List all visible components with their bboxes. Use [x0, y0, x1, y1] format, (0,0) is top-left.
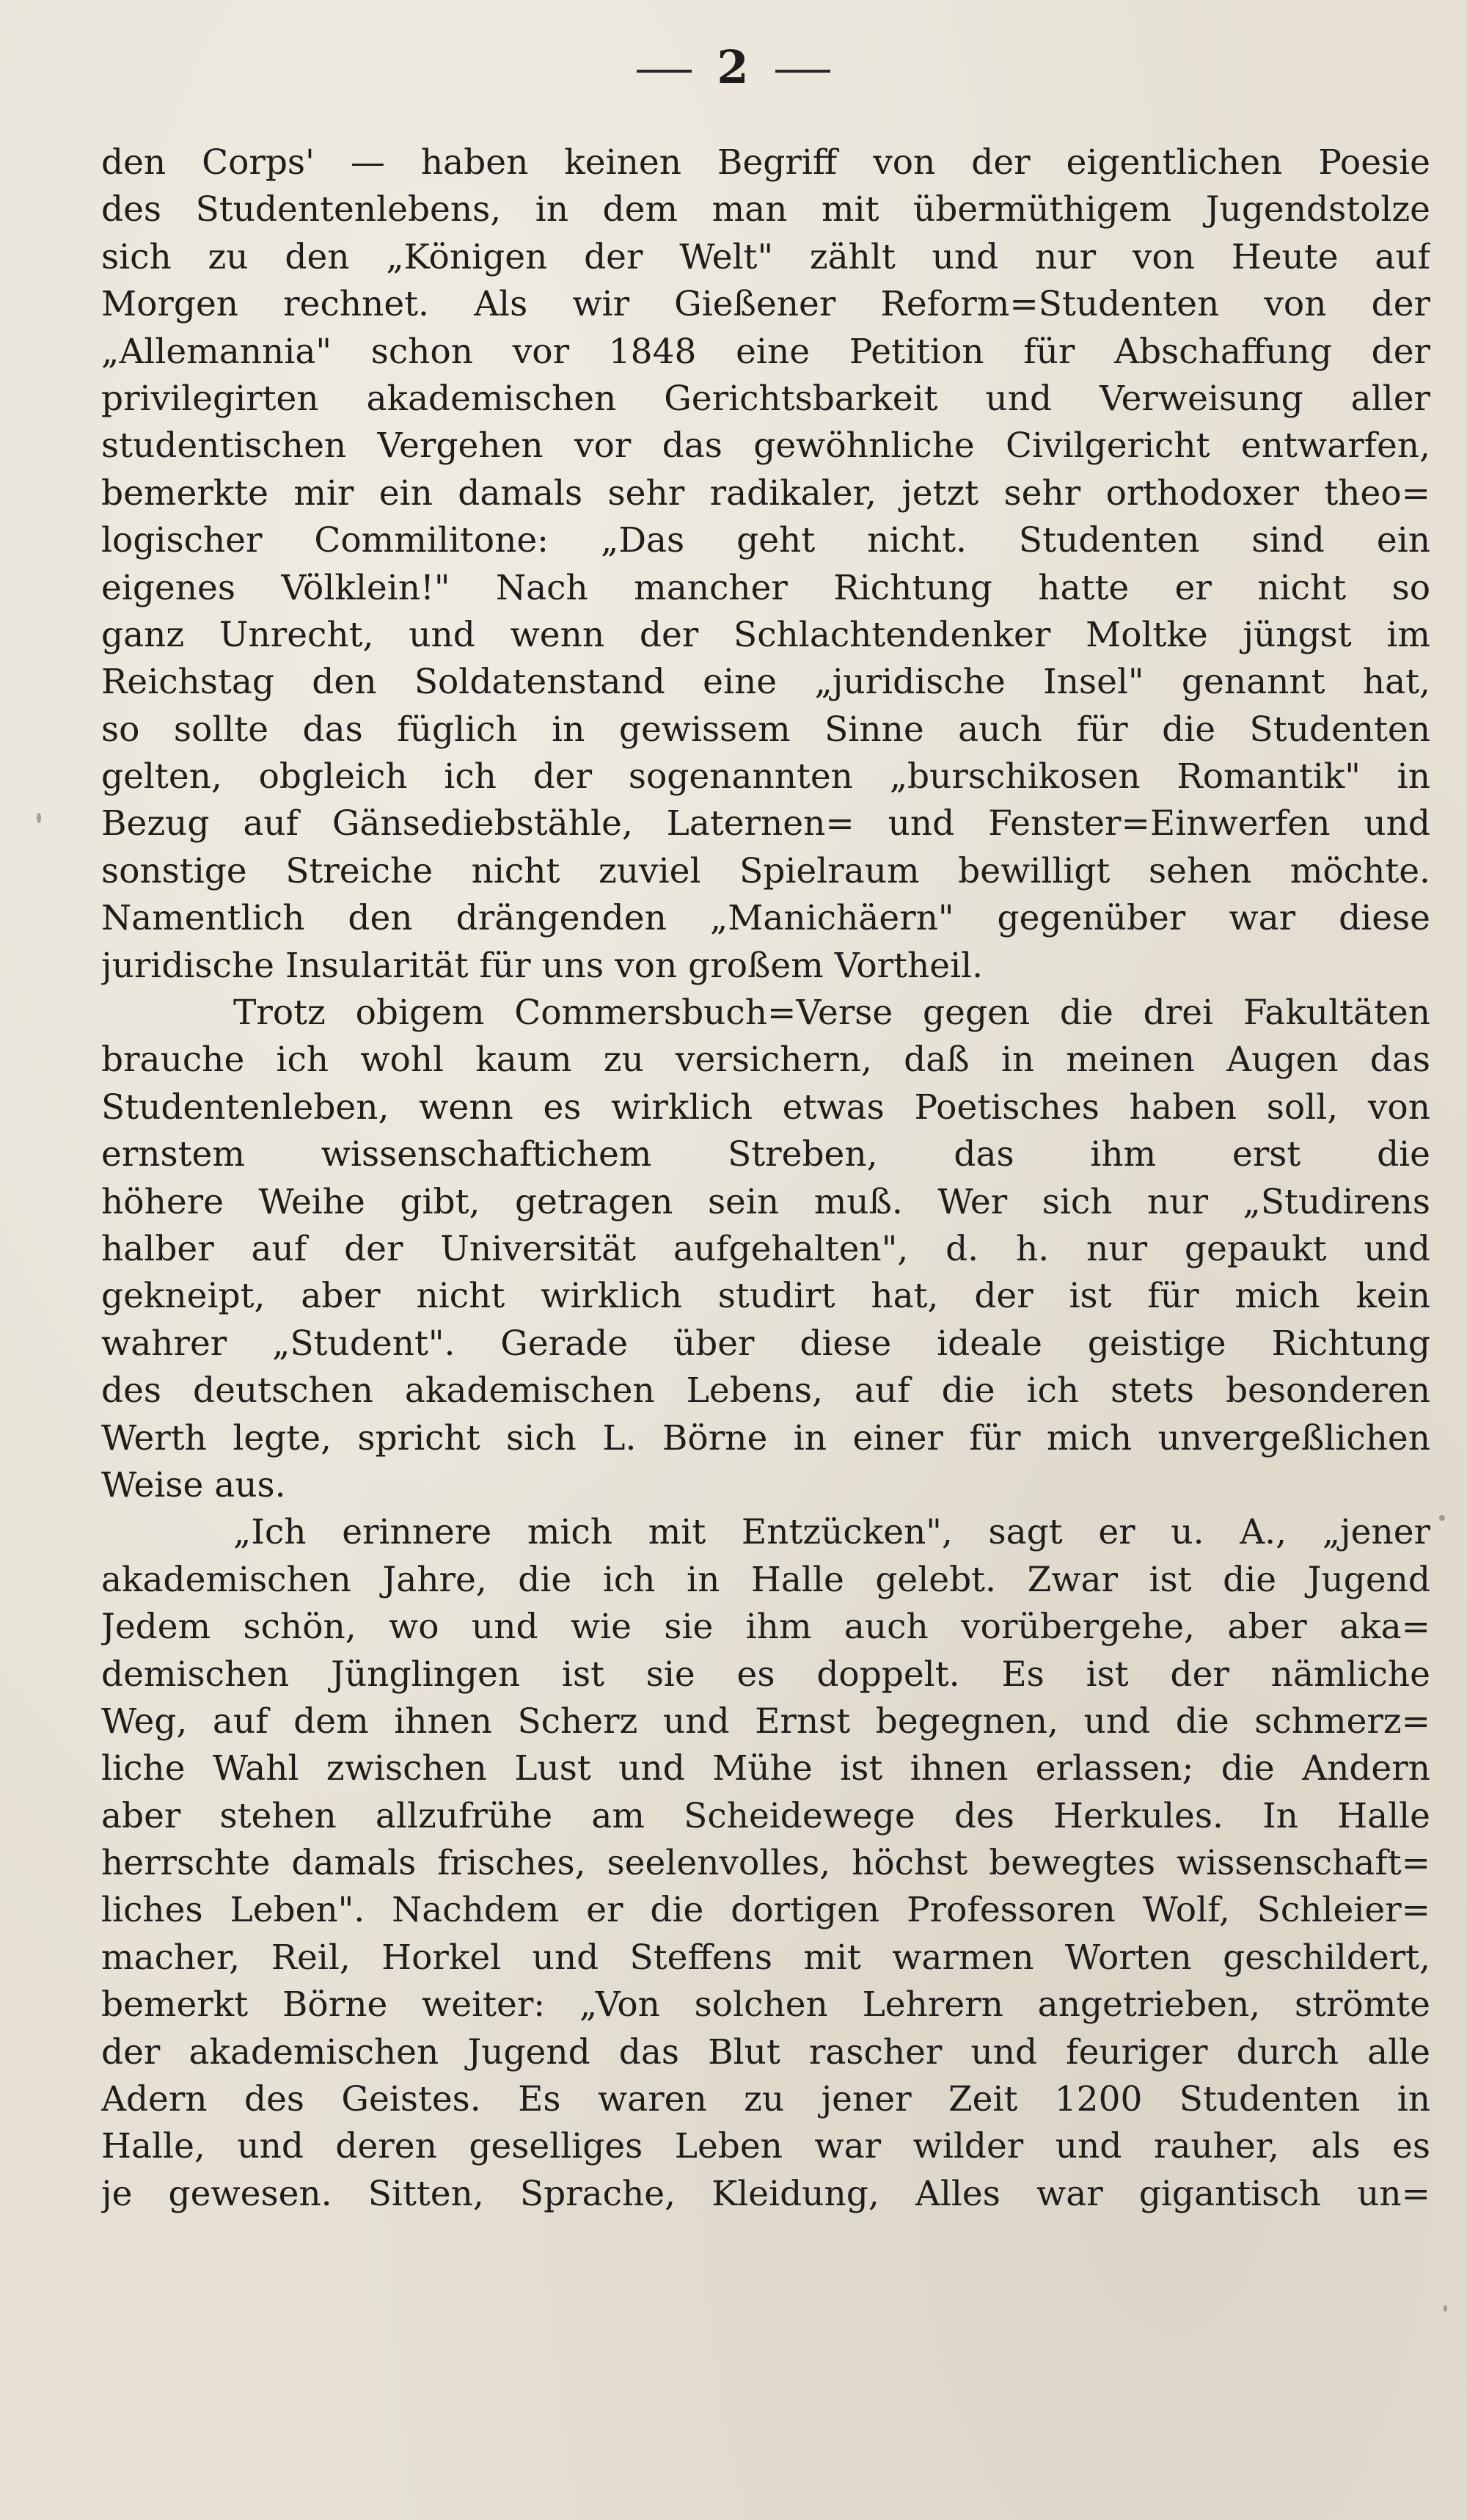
text-line: so sollte das füglich in gewissem Sinne auch für die Studenten: [101, 709, 1430, 750]
text-line: demischen Jünglingen ist sie es doppelt. Es ist der nämliche: [101, 1654, 1430, 1695]
paragraph-end-line: Weise aus.: [101, 1464, 286, 1505]
text-line: Namentlich den drängenden „Manichäern" gegenüber war diese: [101, 898, 1430, 939]
text-line: „Allemannia" schon vor 1848 eine Petition für Abschaffung der: [101, 331, 1430, 372]
text-line: wahrer „Student". Gerade über diese ideale geistige Richtung: [101, 1323, 1430, 1364]
paragraph-start-line: „Ich erinnere mich mit Entzücken", sagt er u. A., „jener: [233, 1512, 1430, 1553]
text-line: halber auf der Universität aufgehalten", d. h. nur gepaukt und: [101, 1228, 1430, 1269]
text-line: sich zu den „Königen der Welt" zählt und nur von Heute auf: [101, 236, 1430, 277]
text-line: herrschte damals frisches, seelenvolles, höchst bewegtes wissenschaft=: [101, 1843, 1430, 1884]
page-header: [0, 40, 1467, 94]
text-line: sonstige Streiche nicht zuviel Spielraum bewilligt sehen möchte.: [101, 850, 1430, 891]
text-line: Werth legte, spricht sich L. Börne in einer für mich unvergeßlichen: [101, 1417, 1430, 1458]
text-line: Weg, auf dem ihnen Scherz und Ernst begegnen, und die schmerz=: [101, 1701, 1430, 1742]
header-dash-left: [637, 70, 692, 73]
text-line: ganz Unrecht, und wenn der Schlachtendenker Moltke jüngst im: [101, 614, 1430, 655]
text-line: macher, Reil, Horkel und Steffens mit warmen Worten geschildert,: [101, 1937, 1430, 1978]
text-line: den Corps' — haben keinen Begriff von der eigentlichen Poesie: [101, 142, 1430, 183]
text-line: eigenes Völklein!" Nach mancher Richtung hatte er nicht so: [101, 567, 1430, 608]
text-line: höhere Weihe gibt, getragen sein muß. Wer sich nur „Studirens: [101, 1181, 1430, 1222]
text-line: Bezug auf Gänsediebstähle, Laternen= und Fenster=Einwerfen und: [101, 803, 1430, 844]
text-line: Morgen rechnet. Als wir Gießener Reform=Studenten von der: [101, 284, 1430, 325]
text-line: je gewesen. Sitten, Sprache, Kleidung, Alles war gigantisch un=: [101, 2173, 1430, 2214]
text-line: aber stehen allzufrühe am Scheidewege des Herkules. In Halle: [101, 1795, 1430, 1836]
text-line: Reichstag den Soldatenstand eine „juridische Insel" genannt hat,: [101, 662, 1430, 703]
text-line: des deutschen akademischen Lebens, auf die ich stets besonderen: [101, 1370, 1430, 1411]
text-line: ernstem wissenschaftichem Streben, das ihm erst die: [101, 1134, 1430, 1175]
page-number: 2: [717, 40, 750, 94]
text-line: des Studentenlebens, in dem man mit übermüthigem Jugendstolze: [101, 189, 1430, 230]
text-line: brauche ich wohl kaum zu versichern, daß in meinen Augen das: [101, 1040, 1430, 1081]
text-line: liche Wahl zwischen Lust und Mühe ist ihnen erlassen; die Andern: [101, 1748, 1430, 1789]
text-line: liches Leben". Nachdem er die dortigen Professoren Wolf, Schleier=: [101, 1890, 1430, 1931]
text-line: akademischen Jahre, die ich in Halle gelebt. Zwar ist die Jugend: [101, 1559, 1430, 1600]
text-line: privilegirten akademischen Gerichtsbarkeit und Verweisung aller: [101, 378, 1430, 419]
header-dash-right: [775, 70, 830, 73]
paragraph-start-line: Trotz obigem Commersbuch=Verse gegen die drei Fakultäten: [233, 993, 1430, 1034]
body-text: [101, 139, 1430, 2218]
paper-speck: [37, 813, 41, 823]
text-line: gelten, obgleich ich der sogenannten „burschikosen Romantik" in: [101, 756, 1430, 797]
text-line: Adern des Geistes. Es waren zu jener Zeit 1200 Studenten in: [101, 2079, 1430, 2120]
text-line: Halle, und deren geselliges Leben war wilder und rauher, als es: [101, 2126, 1430, 2167]
text-line: Jedem schön, wo und wie sie ihm auch vorübergehe, aber aka=: [101, 1607, 1430, 1648]
paper-speck: [1439, 1515, 1445, 1521]
paper-speck: [1444, 2305, 1447, 2312]
text-line: studentischen Vergehen vor das gewöhnliche Civilgericht entwarfen,: [101, 426, 1430, 467]
text-line: Studentenleben, wenn es wirklich etwas Poetisches haben soll, von: [101, 1086, 1430, 1128]
paragraph-end-line: juridische Insularität für uns von großem Vortheil.: [101, 945, 984, 986]
text-line: bemerkt Börne weiter: „Von solchen Lehrern angetrieben, strömte: [101, 1984, 1430, 2026]
text-line: logischer Commilitone: „Das geht nicht. Studenten sind ein: [101, 520, 1430, 561]
text-line: bemerkte mir ein damals sehr radikaler, jetzt sehr orthodoxer theo=: [101, 472, 1430, 514]
text-line: der akademischen Jugend das Blut rascher und feuriger durch alle: [101, 2031, 1430, 2072]
text-line: gekneipt, aber nicht wirklich studirt hat, der ist für mich kein: [101, 1276, 1430, 1317]
